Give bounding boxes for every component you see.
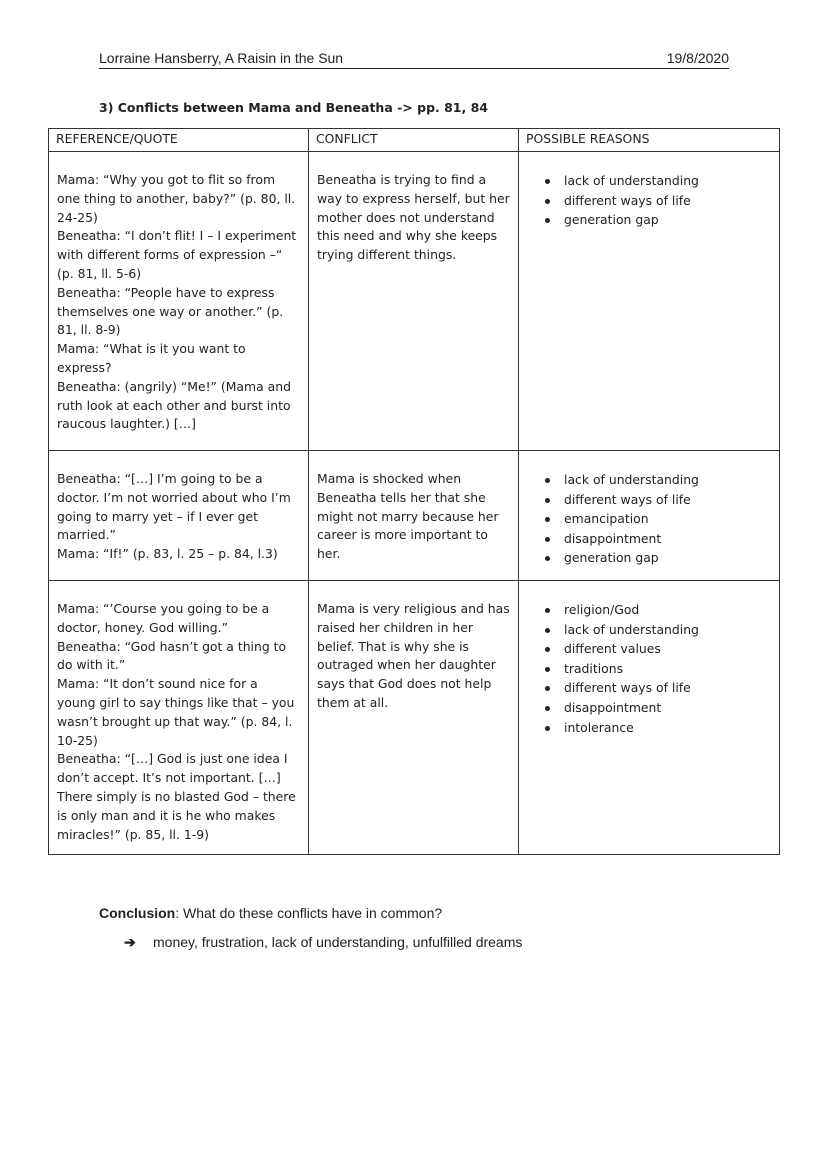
reasons-list [527,171,771,230]
reason-item: disappointment [549,529,771,549]
quote-line: Mama: “What is it you want to express? [57,341,246,375]
quote-cell [49,451,309,581]
quote-line: Mama: “If!” (p. 83, l. 25 – p. 84, l.3) [57,546,278,562]
quote-line: Beneatha: “God hasn’t got a thing to do with it.” [57,638,287,673]
reason-item: lack of understanding [549,470,771,490]
section-heading: 3) Conflicts between Mama and Beneatha -> pp. 81, 84 [99,100,489,115]
reasons-cell [519,581,780,855]
reason-item: generation gap [549,210,771,230]
reasons-list [527,600,771,737]
document-title: Lorraine Hansberry, A Raisin in the Sun [99,50,344,66]
reason-item: different ways of life [549,191,771,211]
column-header-reasons: POSSIBLE REASONS [519,129,780,152]
conclusion-answer-text: money, frustration, lack of understanding, unfulfilled dreams [153,934,523,950]
conflict-cell: Mama is shocked when Beneatha tells her that she might not marry because her career is more important to her. [309,451,519,581]
reason-item: disappointment [549,698,771,718]
conflict-cell: Beneatha is trying to find a way to express herself, but her mother does not understand this need and why she keeps trying different things. [309,152,519,451]
conclusion-question-text: : What do these conflicts have in common? [175,905,443,921]
arrow-right-icon: ➔ [124,934,136,950]
quote-line: Beneatha: “I don’t flit! I – I experiment with different forms of expression –“ (p. 81, ll. 5-6) [57,228,297,281]
conflicts-table [48,128,780,855]
quote-line: Mama: “It don’t sound nice for a young girl to say things like that – you wasn’t brought up that way.” (p. 84, l. 10-25) [57,676,295,748]
quote-line: Mama: “Why you got to flit so from one thing to another, baby?” (p. 80, ll. 24-25) [57,172,296,225]
table-header-row [49,129,780,152]
reasons-cell [519,451,780,581]
reason-item: lack of understanding [549,171,771,191]
reason-item: emancipation [549,509,771,529]
conclusion-label: Conclusion [99,905,176,921]
reason-item: religion/God [549,600,771,620]
quote-cell [49,581,309,855]
reason-item: lack of understanding [549,620,771,640]
reason-item: generation gap [549,548,771,568]
reason-item: traditions [549,659,771,679]
conclusion-answer [124,934,522,951]
reason-item: different ways of life [549,490,771,510]
reason-item: different values [549,639,771,659]
reason-item: intolerance [549,718,771,738]
document-header [99,50,729,69]
table-row [49,152,780,451]
table-row [49,451,780,581]
quote-line: Beneatha: (angrily) “Me!” (Mama and ruth look at each other and burst into raucous laughter.) […] [57,378,291,432]
reason-item: different ways of life [549,678,771,698]
conflict-cell: Mama is very religious and has raised her children in her belief. That is why she is outraged when her daughter says that God does not help them at all. [309,581,519,855]
quote-line: Beneatha: “[…] God is just one idea I don’t accept. It’s not important. […] There simply is no blasted God – there is only man and it is he who makes miracles!” (p. 85, ll. 1-9) [57,751,296,842]
quote-cell [49,152,309,451]
conclusion-question [99,905,442,921]
quote-line: Mama: “’Course you going to be a doctor, honey. God willing.” [57,601,270,635]
quote-line: Beneatha: “[…] I’m going to be a doctor. I’m not worried about who I’m going to marry yet – if I ever get married.” [57,471,291,543]
reasons-list [527,470,771,568]
reasons-cell [519,152,780,451]
document-date: 19/8/2020 [666,50,729,66]
column-header-quote: REFERENCE/QUOTE [49,129,309,152]
table-row [49,581,780,855]
quote-line: Beneatha: “People have to express themselves one way or another.” (p. 81, ll. 8-9) [57,284,284,338]
column-header-conflict: CONFLICT [309,129,519,152]
